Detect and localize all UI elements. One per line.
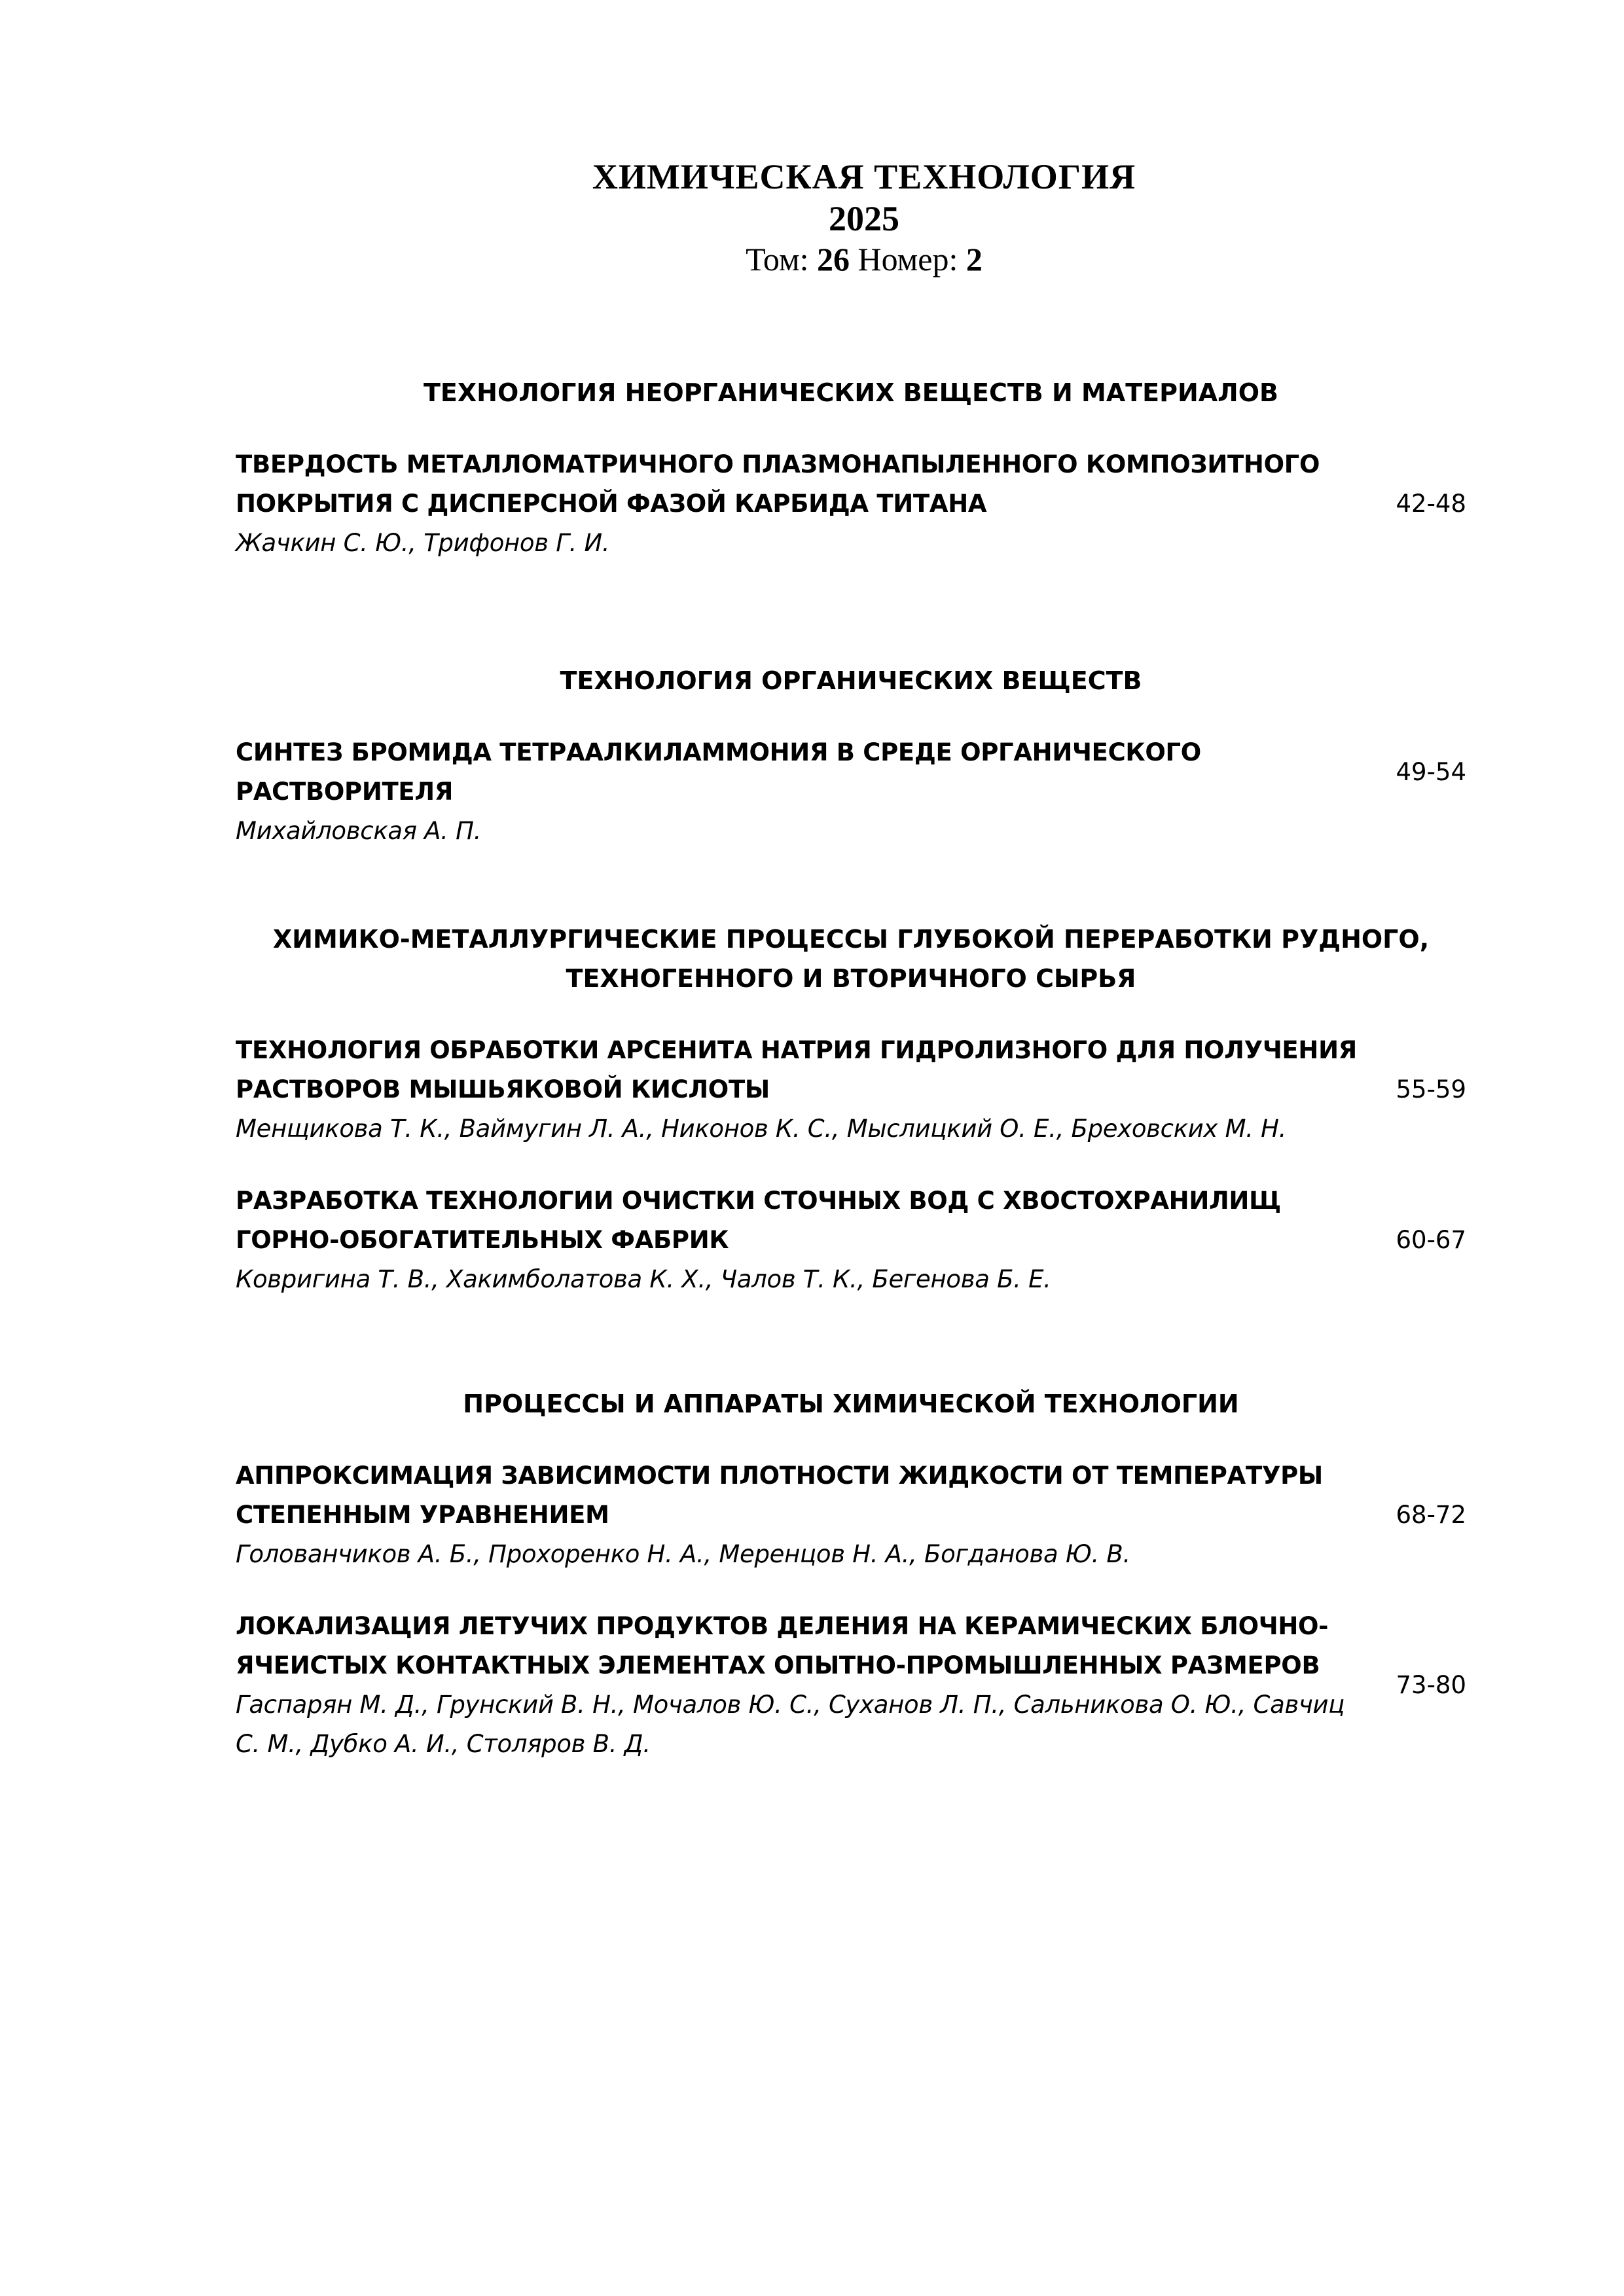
article-authors: Гаспарян М. Д., Грунский В. Н., Мочалов Ю. С., Суханов Л. П., Сальникова О. Ю., Савчиц С. М., Дубко А. И., Столяров В. Д. (236, 1691, 1345, 1758)
article-pages: 73-80 (1396, 1671, 1466, 1699)
journal-title: ХИМИЧЕСКАЯ ТЕХНОЛОГИЯ (592, 157, 1136, 196)
section-heading: ТЕХНОЛОГИЯ НЕОРГАНИЧЕСКИХ ВЕЩЕСТВ И МАТЕРИАЛОВ (423, 378, 1279, 407)
article-title[interactable]: СИНТЕЗ БРОМИДА ТЕТРААЛКИЛАММОНИЯ В СРЕДЕ ОРГАНИЧЕСКОГО РАСТВОРИТЕЛЯ (236, 738, 1201, 806)
article-authors: Жачкин С. Ю., Трифонов Г. И. (236, 529, 610, 557)
article-pages: 55-59 (1396, 1075, 1466, 1103)
volume-number: 26 (816, 241, 850, 278)
issue-line (0, 240, 1624, 279)
toc-entry[interactable] (236, 733, 1466, 851)
section-heading: ХИМИКО-МЕТАЛЛУРГИЧЕСКИЕ ПРОЦЕССЫ ГЛУБОКОЙ ПЕРЕРАБОТКИ РУДНОГО, ТЕХНОГЕННОГО И ВТОРИЧНОГО СЫРЬЯ (272, 925, 1430, 993)
journal-masthead (0, 156, 1624, 279)
article-title[interactable]: ТЕХНОЛОГИЯ ОБРАБОТКИ АРСЕНИТА НАТРИЯ ГИДРОЛИЗНОГО ДЛЯ ПОЛУЧЕНИЯ РАСТВОРОВ МЫШЬЯКОВОЙ КИСЛОТЫ (236, 1036, 1357, 1103)
toc-entry[interactable] (236, 445, 1466, 563)
toc-entry[interactable] (236, 1181, 1466, 1299)
section-heading: ТЕХНОЛОГИЯ ОРГАНИЧЕСКИХ ВЕЩЕСТВ (560, 666, 1142, 695)
toc-section (236, 1384, 1466, 1764)
toc-entry[interactable] (236, 1456, 1466, 1574)
article-pages: 60-67 (1396, 1226, 1466, 1254)
section-heading: ПРОЦЕССЫ И АППАРАТЫ ХИМИЧЕСКОЙ ТЕХНОЛОГИИ (463, 1390, 1239, 1418)
journal-year: 2025 (829, 199, 899, 238)
toc-section (236, 373, 1466, 563)
toc-entry[interactable] (236, 1031, 1466, 1149)
toc-section (236, 661, 1466, 851)
issue-label: Номер: (857, 241, 958, 278)
article-title[interactable]: АППРОКСИМАЦИЯ ЗАВИСИМОСТИ ПЛОТНОСТИ ЖИДКОСТИ ОТ ТЕМПЕРАТУРЫ СТЕПЕННЫМ УРАВНЕНИЕМ (236, 1462, 1323, 1529)
volume-label: Том: (746, 241, 809, 278)
article-pages: 42-48 (1396, 490, 1466, 518)
article-authors: Михайловская А. П. (236, 817, 482, 845)
article-pages: 68-72 (1396, 1501, 1466, 1529)
issue-number: 2 (965, 241, 983, 278)
article-title[interactable]: ЛОКАЛИЗАЦИЯ ЛЕТУЧИХ ПРОДУКТОВ ДЕЛЕНИЯ НА КЕРАМИЧЕСКИХ БЛОЧНО-ЯЧЕИСТЫХ КОНТАКТНЫХ ЭЛЕМЕНТАХ ОПЫТНО-ПРОМЫШЛЕННЫХ РАЗМЕРОВ (236, 1612, 1329, 1679)
article-authors: Голованчиков А. Б., Прохоренко Н. А., Меренцов Н. А., Богданова Ю. В. (236, 1540, 1130, 1568)
toc-entry[interactable] (236, 1607, 1466, 1764)
article-authors: Ковригина Т. В., Хакимболатова К. Х., Чалов Т. К., Бегенова Б. Е. (236, 1265, 1051, 1293)
article-pages: 49-54 (1396, 758, 1466, 786)
article-authors: Менщикова Т. К., Ваймугин Л. А., Никонов К. С., Мыслицкий О. Е., Бреховских М. Н. (236, 1115, 1287, 1143)
article-title[interactable]: РАЗРАБОТКА ТЕХНОЛОГИИ ОЧИСТКИ СТОЧНЫХ ВОД С ХВОСТОХРАНИЛИЩ ГОРНО-ОБОГАТИТЕЛЬНЫХ ФАБРИК (236, 1187, 1281, 1254)
toc-section (236, 920, 1466, 1299)
article-title[interactable]: ТВЕРДОСТЬ МЕТАЛЛОМАТРИЧНОГО ПЛАЗМОНАПЫЛЕННОГО КОМПОЗИТНОГО ПОКРЫТИЯ С ДИСПЕРСНОЙ ФАЗОЙ КАРБИДА ТИТАНА (236, 450, 1320, 518)
